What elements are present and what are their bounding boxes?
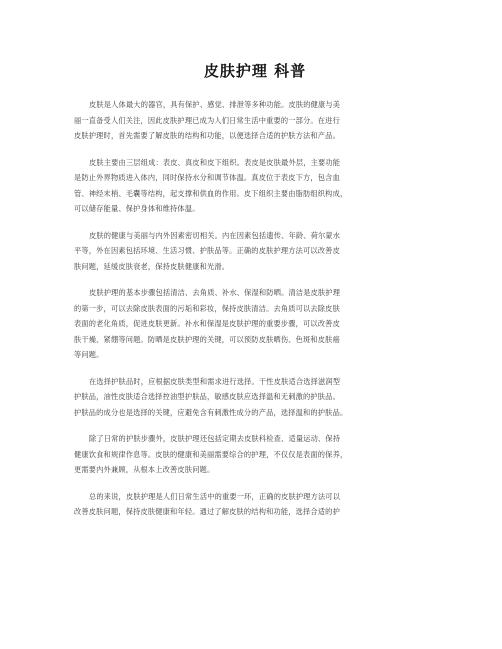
paragraph-line: 健康饮食和规律作息等。皮肤的健康和美丽需要综合的护理，不仅仅是表面的保养， bbox=[74, 449, 348, 459]
paragraph-line: 护肤品，油性皮肤适合选择控油型护肤品，敏感皮肤应选择温和无刺激的护肤品。 bbox=[74, 392, 340, 401]
paragraph-line: 除了日常的护肤步骤外，皮肤护理还包括定期去皮肤科检查、适量运动、保持 bbox=[89, 434, 341, 443]
paragraph-line: 在选择护肤品时，应根据皮肤类型和需求进行选择。干性皮肤适合选择滋润型 bbox=[89, 376, 341, 386]
paragraph-intro bbox=[74, 97, 436, 144]
paragraph-summary bbox=[74, 489, 436, 520]
paragraph-line: 总的来说，皮肤护理是人们日常生活中的重要一环，正确的皮肤护理方法可以 bbox=[89, 491, 341, 501]
paragraph-line: 皮肤护理时，首先需要了解皮肤的结构和功能，以便选择合适的护肤方法和产品。 bbox=[74, 131, 340, 140]
paragraph-skin-structure bbox=[74, 155, 436, 217]
paragraph-line: 更需要内外兼顾，从根本上改善皮肤问题。 bbox=[74, 465, 215, 474]
paragraph-factors bbox=[74, 228, 436, 275]
paragraph-line: 肤干燥、紧绷等问题。防晒是皮肤护理的关键，可以预防皮肤晒伤、色斑和皮肤癌 bbox=[74, 334, 340, 344]
document-page bbox=[74, 60, 436, 531]
paragraph-line: 改善皮肤问题，保持皮肤健康和年轻。通过了解皮肤的结构和功能，选择合适的护 bbox=[74, 507, 340, 516]
paragraph-line: 表面的老化角质，促进皮肤更新。补水和保湿是皮肤护理的重要步骤，可以改善皮 bbox=[74, 319, 340, 328]
paragraph-line: 皮肤的健康与美丽与内外因素密切相关。内在因素包括遗传、年龄、荷尔蒙水 bbox=[89, 230, 341, 240]
paragraph-line: 管、神经末梢、毛囊等结构，起支撑和供血的作用。皮下组织主要由脂肪组织构成， bbox=[74, 188, 348, 198]
paragraph-line: 丽一直备受人们关注，因此皮肤护理已成为人们日常生活中重要的一部分。在进行 bbox=[74, 115, 340, 125]
paragraph-line: 皮肤护理的基本步骤包括清洁、去角质、补水、保湿和防晒。清洁是皮肤护理 bbox=[89, 288, 341, 297]
paragraph-line: 皮肤主要由三层组成：表皮、真皮和皮下组织。表皮是皮肤最外层，主要功能 bbox=[89, 157, 341, 167]
paragraph-line: 是防止外界物质进入体内，同时保持水分和调节体温。真皮位于表皮下方，包含血 bbox=[74, 173, 340, 182]
paragraph-line: 护肤品的成分也是选择的关键，应避免含有刺激性成分的产品，选择温和的护肤品。 bbox=[74, 407, 348, 417]
paragraph-line: 等问题。 bbox=[74, 350, 104, 359]
paragraph-holistic-care bbox=[74, 431, 436, 478]
paragraph-line: 的第一步，可以去除皮肤表面的污垢和彩妆，保持皮肤清洁。去角质可以去除皮肤 bbox=[74, 303, 340, 313]
paragraph-line: 皮肤是人体最大的器官，具有保护、感觉、排泄等多种功能。皮肤的健康与美 bbox=[89, 100, 341, 109]
document-title: 皮肤护理 科普 bbox=[203, 62, 307, 80]
paragraph-line: 肤问题，延缓皮肤衰老，保持皮肤健康和光滑。 bbox=[74, 261, 230, 271]
paragraph-line: 可以储存能量、保护身体和维持体温。 bbox=[74, 204, 200, 213]
paragraph-basic-steps bbox=[74, 285, 436, 363]
paragraph-product-choice bbox=[74, 374, 436, 421]
paragraph-line: 平等，外在因素包括环境、生活习惯、护肤品等。正确的皮肤护理方法可以改善皮 bbox=[74, 246, 340, 255]
